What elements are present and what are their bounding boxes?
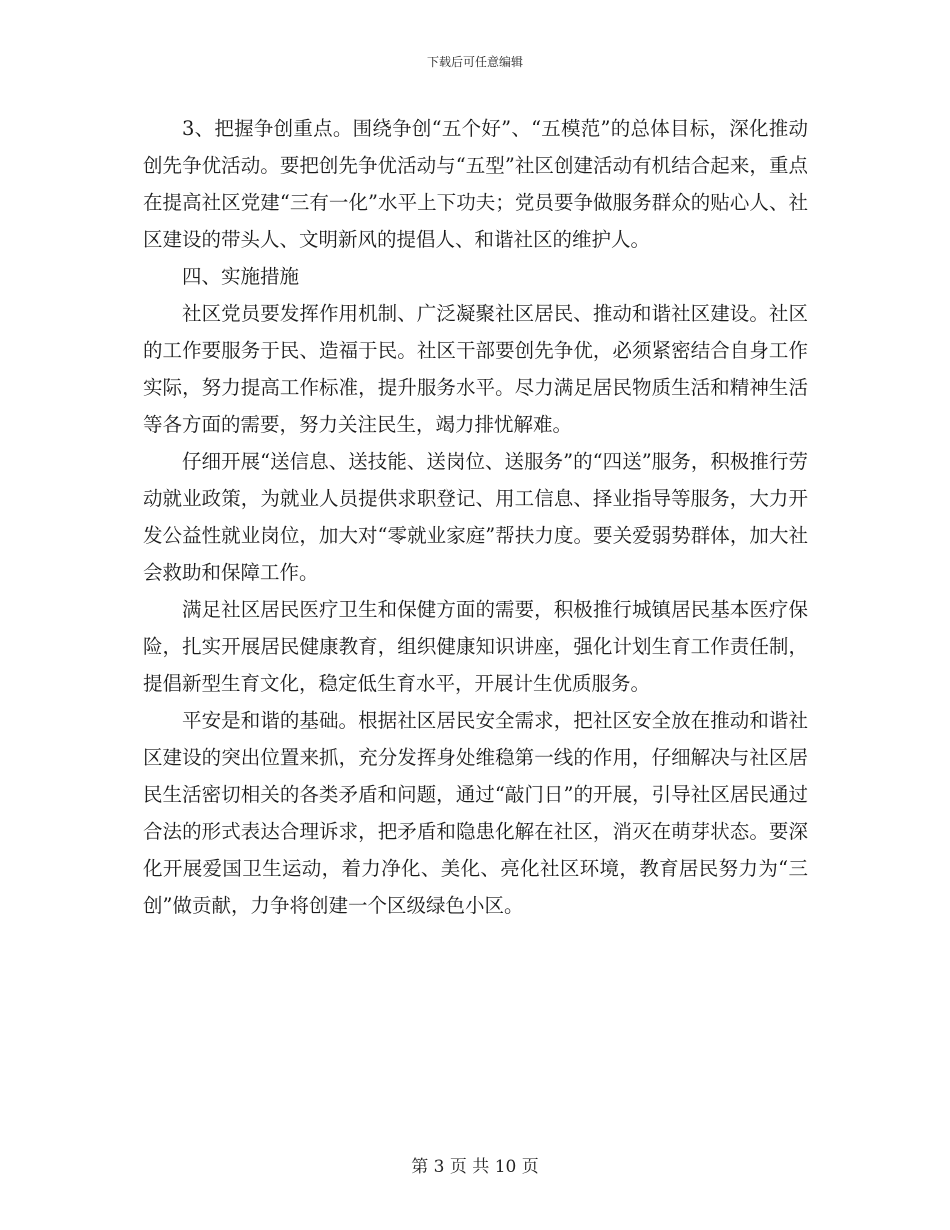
paragraph-healthcare: 满足社区居民医疗卫生和保健方面的需要，积极推行城镇居民基本医疗保险，扎实开展居民健康教育，组织健康知识讲座，强化计划生育工作责任制，提倡新型生育文化，稳定低生育水平，开展计生优质服务。	[143, 598, 808, 695]
paragraph-safety: 平安是和谐的基础。根据社区居民安全需求，把社区安全放在推动和谐社区建设的突出位置来抓，充分发挥身处维稳第一线的作用，仔细解决与社区居民生活密切相关的各类矛盾和问题，通过“敲门日”的开展，引导社区居民通过合法的形式表达合理诉求，把矛盾和隐患化解在社区，消灭在萌芽状态。要深化开展爱国卫生运动，着力净化、美化、亮化社区环境，教育居民努力为“三创”做贡献，力争将创建一个区级绿色小区。	[143, 709, 808, 917]
paragraph-four-services: 仔细开展“送信息、送技能、送岗位、送服务”的“四送”服务，积极推行劳动就业政策，为就业人员提供求职登记、用工信息、择业指导等服务，大力开发公益性就业岗位，加大对“零就业家庭”帮扶力度。要关爱弱势群体，加大社会救助和保障工作。	[143, 450, 808, 584]
paragraph-focus-points: 3、把握争创重点。围绕争创“五个好”、“五模范”的总体目标，深化推动创先争优活动。要把创先争优活动与“五型”社区创建活动有机结合起来，重点在提高社区党建“三有一化”水平上下功夫；党员要争做服务群众的贴心人、社区建设的带头人、文明新风的提倡人、和谐社区的维护人。	[143, 117, 808, 251]
document-body	[143, 110, 808, 924]
page-header: 下载后可任意编辑	[426, 55, 523, 69]
page-number: 第 3 页 共 10 页	[411, 1157, 539, 1177]
paragraph-party-members: 社区党员要发挥作用机制、广泛凝聚社区居民、推动和谐社区建设。社区的工作要服务于民、造福于民。社区干部要创先争优，必须紧密结合自身工作实际，努力提高工作标准，提升服务水平。尽力满足居民物质生活和精神生活等各方面的需要，努力关注民生，竭力排忧解难。	[143, 302, 808, 436]
section-heading-measures: 四、实施措施	[182, 265, 300, 288]
